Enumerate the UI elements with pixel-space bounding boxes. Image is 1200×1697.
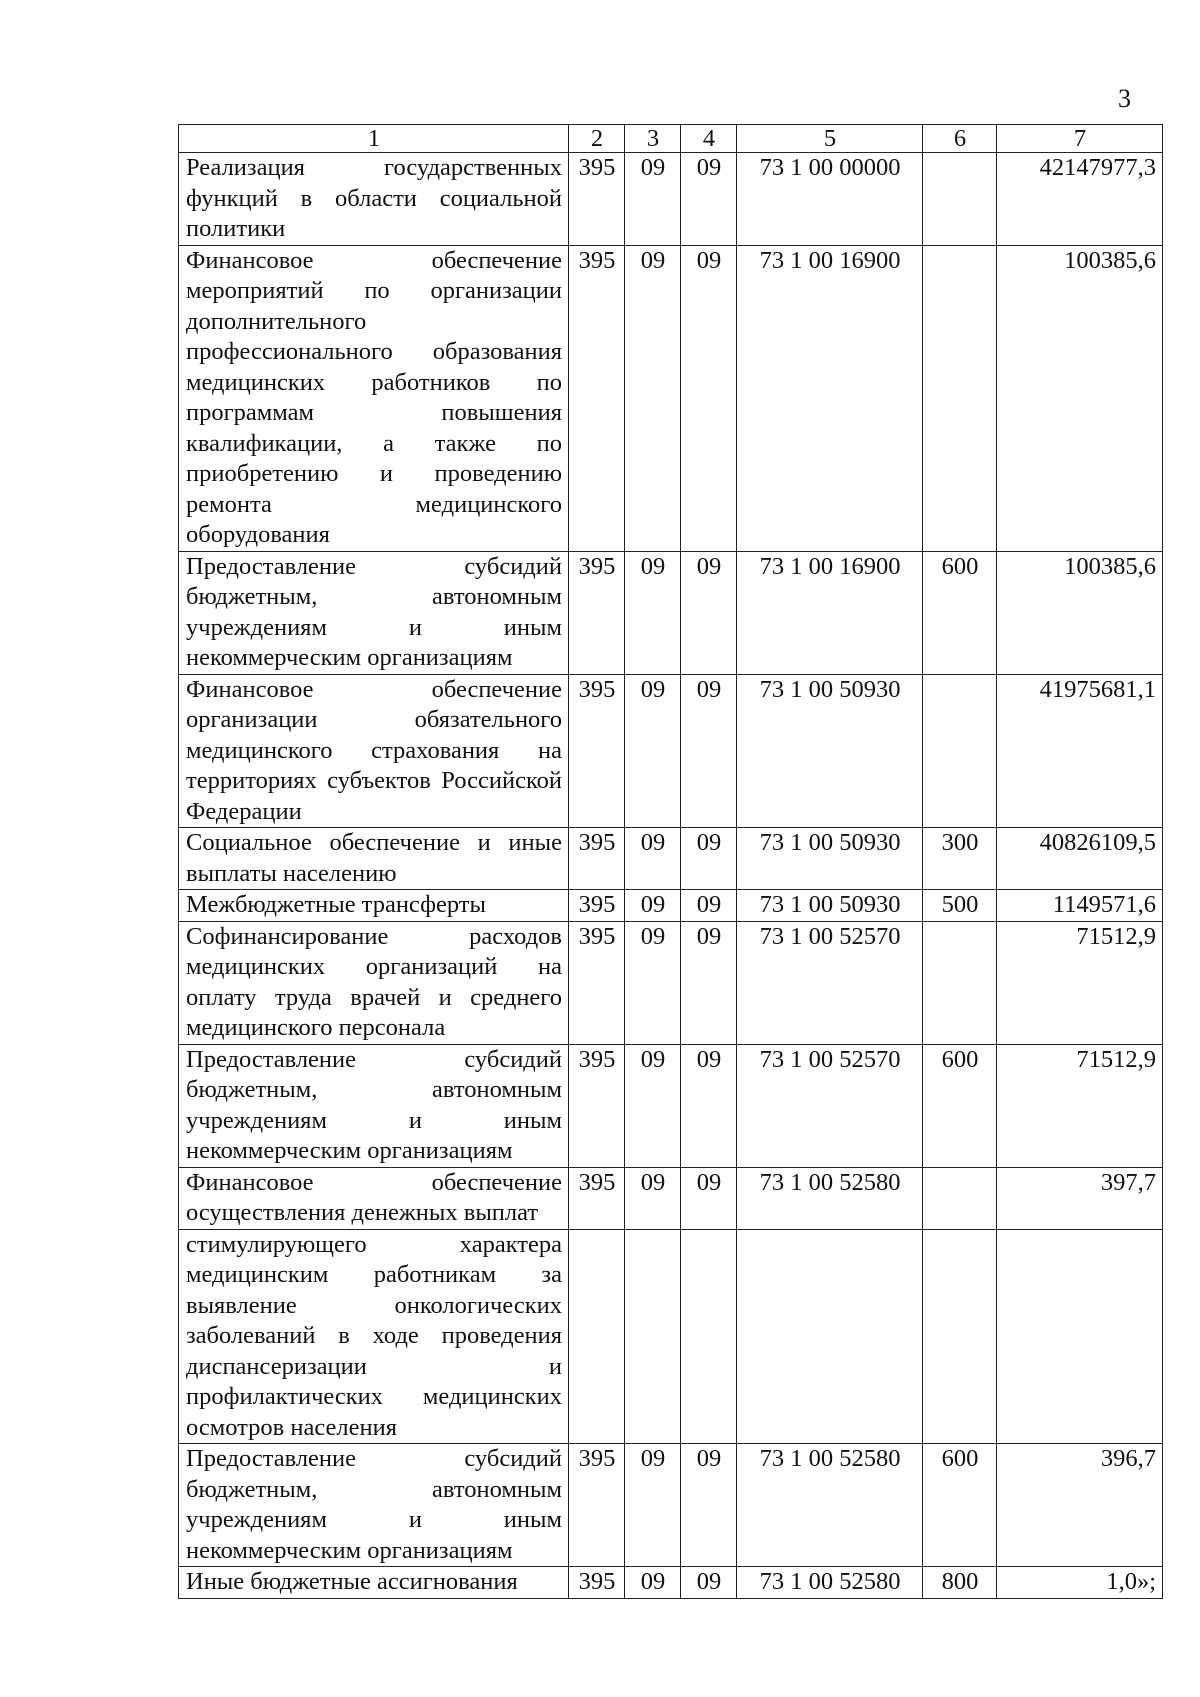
cell-col-3: 09 xyxy=(625,921,681,1044)
row-name-cell: Предоставление субсидий бюджетным, автономным учреждениям и иным некоммерческим организациям xyxy=(179,551,569,674)
cell-col-7-amount: 40826109,5 xyxy=(997,828,1163,890)
cell-col-7-amount: 42147977,3 xyxy=(997,153,1163,246)
table-row xyxy=(179,828,1163,890)
cell-col-3: 09 xyxy=(625,153,681,246)
table-row xyxy=(179,1567,1163,1599)
cell-col-5: 73 1 00 16900 xyxy=(737,245,923,551)
row-name-cell: стимулирующего характера медицинским работникам за выявление онкологических заболеваний в ходе проведения диспансеризации и профилактических медицинских осмотров населения xyxy=(179,1229,569,1444)
cell-col-2: 395 xyxy=(569,921,625,1044)
table-row xyxy=(179,1167,1163,1229)
table-row xyxy=(179,153,1163,246)
table-row xyxy=(179,1229,1163,1444)
cell-col-2 xyxy=(569,1229,625,1444)
cell-col-2: 395 xyxy=(569,551,625,674)
table-row xyxy=(179,921,1163,1044)
budget-table xyxy=(178,124,1163,1599)
cell-col-2: 395 xyxy=(569,1044,625,1167)
column-header: 2 xyxy=(569,125,625,153)
table-row xyxy=(179,674,1163,828)
cell-col-5: 73 1 00 00000 xyxy=(737,153,923,246)
column-header: 6 xyxy=(923,125,997,153)
cell-col-7-amount: 71512,9 xyxy=(997,921,1163,1044)
row-name-cell: Реализация государственных функций в области социальной политики xyxy=(179,153,569,246)
column-header: 1 xyxy=(179,125,569,153)
row-name-cell: Социальное обеспечение и иные выплаты населению xyxy=(179,828,569,890)
cell-col-5: 73 1 00 16900 xyxy=(737,551,923,674)
row-name-cell: Предоставление субсидий бюджетным, автономным учреждениям и иным некоммерческим организациям xyxy=(179,1444,569,1567)
cell-col-6: 800 xyxy=(923,1567,997,1599)
cell-col-2: 395 xyxy=(569,245,625,551)
cell-col-4 xyxy=(681,1229,737,1444)
cell-col-4: 09 xyxy=(681,1567,737,1599)
cell-col-2: 395 xyxy=(569,674,625,828)
cell-col-2: 395 xyxy=(569,1567,625,1599)
cell-col-6 xyxy=(923,921,997,1044)
cell-col-5 xyxy=(737,1229,923,1444)
cell-col-6: 600 xyxy=(923,551,997,674)
column-header: 5 xyxy=(737,125,923,153)
table-row xyxy=(179,551,1163,674)
cell-col-5: 73 1 00 52570 xyxy=(737,921,923,1044)
column-header: 3 xyxy=(625,125,681,153)
cell-col-5: 73 1 00 52570 xyxy=(737,1044,923,1167)
row-name-cell: Иные бюджетные ассигнования xyxy=(179,1567,569,1599)
cell-col-7-amount: 100385,6 xyxy=(997,245,1163,551)
row-name-cell: Финансовое обеспечение организации обязательного медицинского страхования на территориях субъектов Российской Федерации xyxy=(179,674,569,828)
cell-col-2: 395 xyxy=(569,1444,625,1567)
column-header: 4 xyxy=(681,125,737,153)
cell-col-6: 300 xyxy=(923,828,997,890)
cell-col-7-amount: 397,7 xyxy=(997,1167,1163,1229)
cell-col-5: 73 1 00 50930 xyxy=(737,674,923,828)
cell-col-6: 600 xyxy=(923,1044,997,1167)
cell-col-7-amount: 1,0»; xyxy=(997,1567,1163,1599)
cell-col-3: 09 xyxy=(625,1167,681,1229)
cell-col-7-amount: 71512,9 xyxy=(997,1044,1163,1167)
table-row xyxy=(179,245,1163,551)
cell-col-3: 09 xyxy=(625,1567,681,1599)
cell-col-6 xyxy=(923,1167,997,1229)
table-header-row xyxy=(179,125,1163,153)
cell-col-5: 73 1 00 52580 xyxy=(737,1444,923,1567)
cell-col-3: 09 xyxy=(625,828,681,890)
cell-col-5: 73 1 00 52580 xyxy=(737,1167,923,1229)
cell-col-3: 09 xyxy=(625,674,681,828)
cell-col-7-amount: 100385,6 xyxy=(997,551,1163,674)
cell-col-3: 09 xyxy=(625,1444,681,1567)
cell-col-4: 09 xyxy=(681,674,737,828)
cell-col-3: 09 xyxy=(625,245,681,551)
cell-col-4: 09 xyxy=(681,1044,737,1167)
cell-col-7-amount: 396,7 xyxy=(997,1444,1163,1567)
cell-col-2: 395 xyxy=(569,890,625,922)
cell-col-4: 09 xyxy=(681,828,737,890)
cell-col-4: 09 xyxy=(681,551,737,674)
table-row xyxy=(179,1044,1163,1167)
column-header: 7 xyxy=(997,125,1163,153)
cell-col-3: 09 xyxy=(625,890,681,922)
cell-col-6 xyxy=(923,674,997,828)
cell-col-7-amount: 41975681,1 xyxy=(997,674,1163,828)
cell-col-3: 09 xyxy=(625,1044,681,1167)
cell-col-4: 09 xyxy=(681,153,737,246)
cell-col-4: 09 xyxy=(681,921,737,1044)
cell-col-2: 395 xyxy=(569,153,625,246)
cell-col-3 xyxy=(625,1229,681,1444)
cell-col-5: 73 1 00 50930 xyxy=(737,828,923,890)
cell-col-2: 395 xyxy=(569,1167,625,1229)
row-name-cell: Софинансирование расходов медицинских организаций на оплату труда врачей и среднего медицинского персонала xyxy=(179,921,569,1044)
cell-col-6 xyxy=(923,153,997,246)
row-name-cell: Предоставление субсидий бюджетным, автономным учреждениям и иным некоммерческим организациям xyxy=(179,1044,569,1167)
table-row xyxy=(179,890,1163,922)
cell-col-4: 09 xyxy=(681,890,737,922)
cell-col-6: 500 xyxy=(923,890,997,922)
cell-col-5: 73 1 00 50930 xyxy=(737,890,923,922)
cell-col-4: 09 xyxy=(681,1167,737,1229)
cell-col-7-amount xyxy=(997,1229,1163,1444)
table-row xyxy=(179,1444,1163,1567)
cell-col-6 xyxy=(923,1229,997,1444)
row-name-cell: Межбюджетные трансферты xyxy=(179,890,569,922)
cell-col-3: 09 xyxy=(625,551,681,674)
cell-col-5: 73 1 00 52580 xyxy=(737,1567,923,1599)
cell-col-6 xyxy=(923,245,997,551)
page-number: 3 xyxy=(1118,84,1131,113)
cell-col-4: 09 xyxy=(681,245,737,551)
cell-col-4: 09 xyxy=(681,1444,737,1567)
row-name-cell: Финансовое обеспечение мероприятий по организации дополнительного профессионального образования медицинских работников по программам повышения квалификации, а также по приобретению и проведению ремонта медицинского оборудования xyxy=(179,245,569,551)
cell-col-7-amount: 1149571,6 xyxy=(997,890,1163,922)
cell-col-6: 600 xyxy=(923,1444,997,1567)
row-name-cell: Финансовое обеспечение осуществления денежных выплат xyxy=(179,1167,569,1229)
cell-col-2: 395 xyxy=(569,828,625,890)
